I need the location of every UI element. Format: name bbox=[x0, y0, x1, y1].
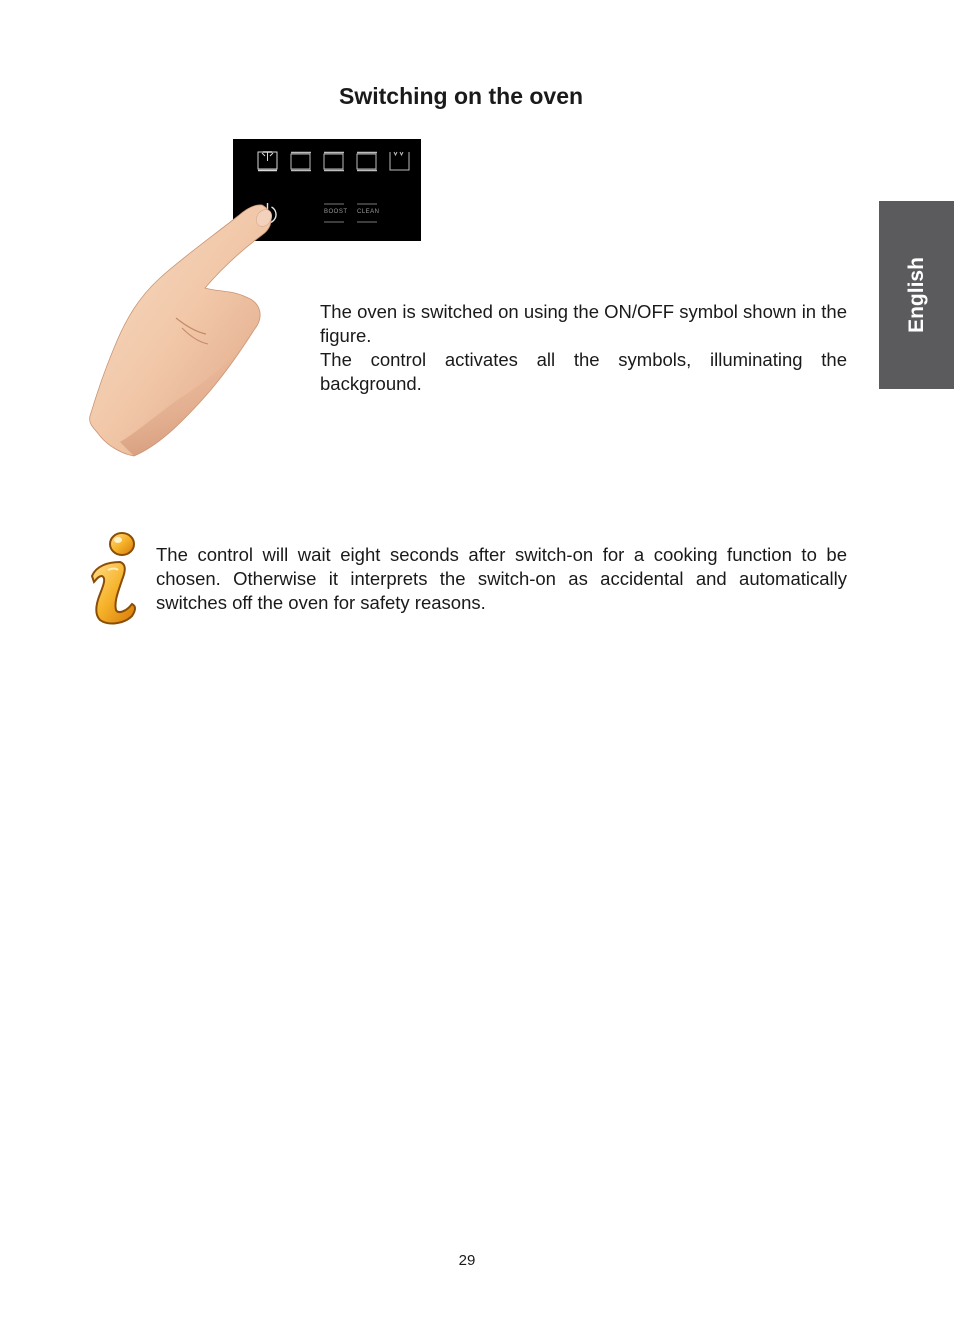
pointing-hand-illustration bbox=[0, 0, 954, 470]
oven-function-icon bbox=[324, 153, 344, 171]
safety-note: The control will wait eight seconds after switch-on for a cooking function to be chosen. Otherwise it interprets the switch-on as accidental and automatically switches off the oven for safety reasons. bbox=[156, 544, 847, 613]
description-text bbox=[320, 300, 847, 396]
oven-function-icon bbox=[357, 153, 377, 171]
description-paragraph: The control activates all the symbols, illuminating the background. bbox=[320, 349, 847, 394]
language-tab bbox=[879, 201, 954, 389]
description-paragraph: The oven is switched on using the ON/OFF symbol shown in the figure. bbox=[320, 301, 847, 346]
page-title: Switching on the oven bbox=[339, 83, 584, 109]
clean-label: CLEAN bbox=[357, 209, 380, 215]
info-icon bbox=[86, 530, 142, 626]
language-tab-label: English bbox=[904, 257, 928, 333]
page-number: 29 bbox=[458, 1252, 476, 1269]
oven-control-panel bbox=[233, 139, 421, 241]
oven-light-icon bbox=[258, 152, 277, 171]
oven-function-icon bbox=[291, 153, 311, 171]
boost-label: BOOST bbox=[324, 209, 348, 215]
grill-icon bbox=[390, 152, 409, 170]
power-icon bbox=[259, 203, 276, 223]
